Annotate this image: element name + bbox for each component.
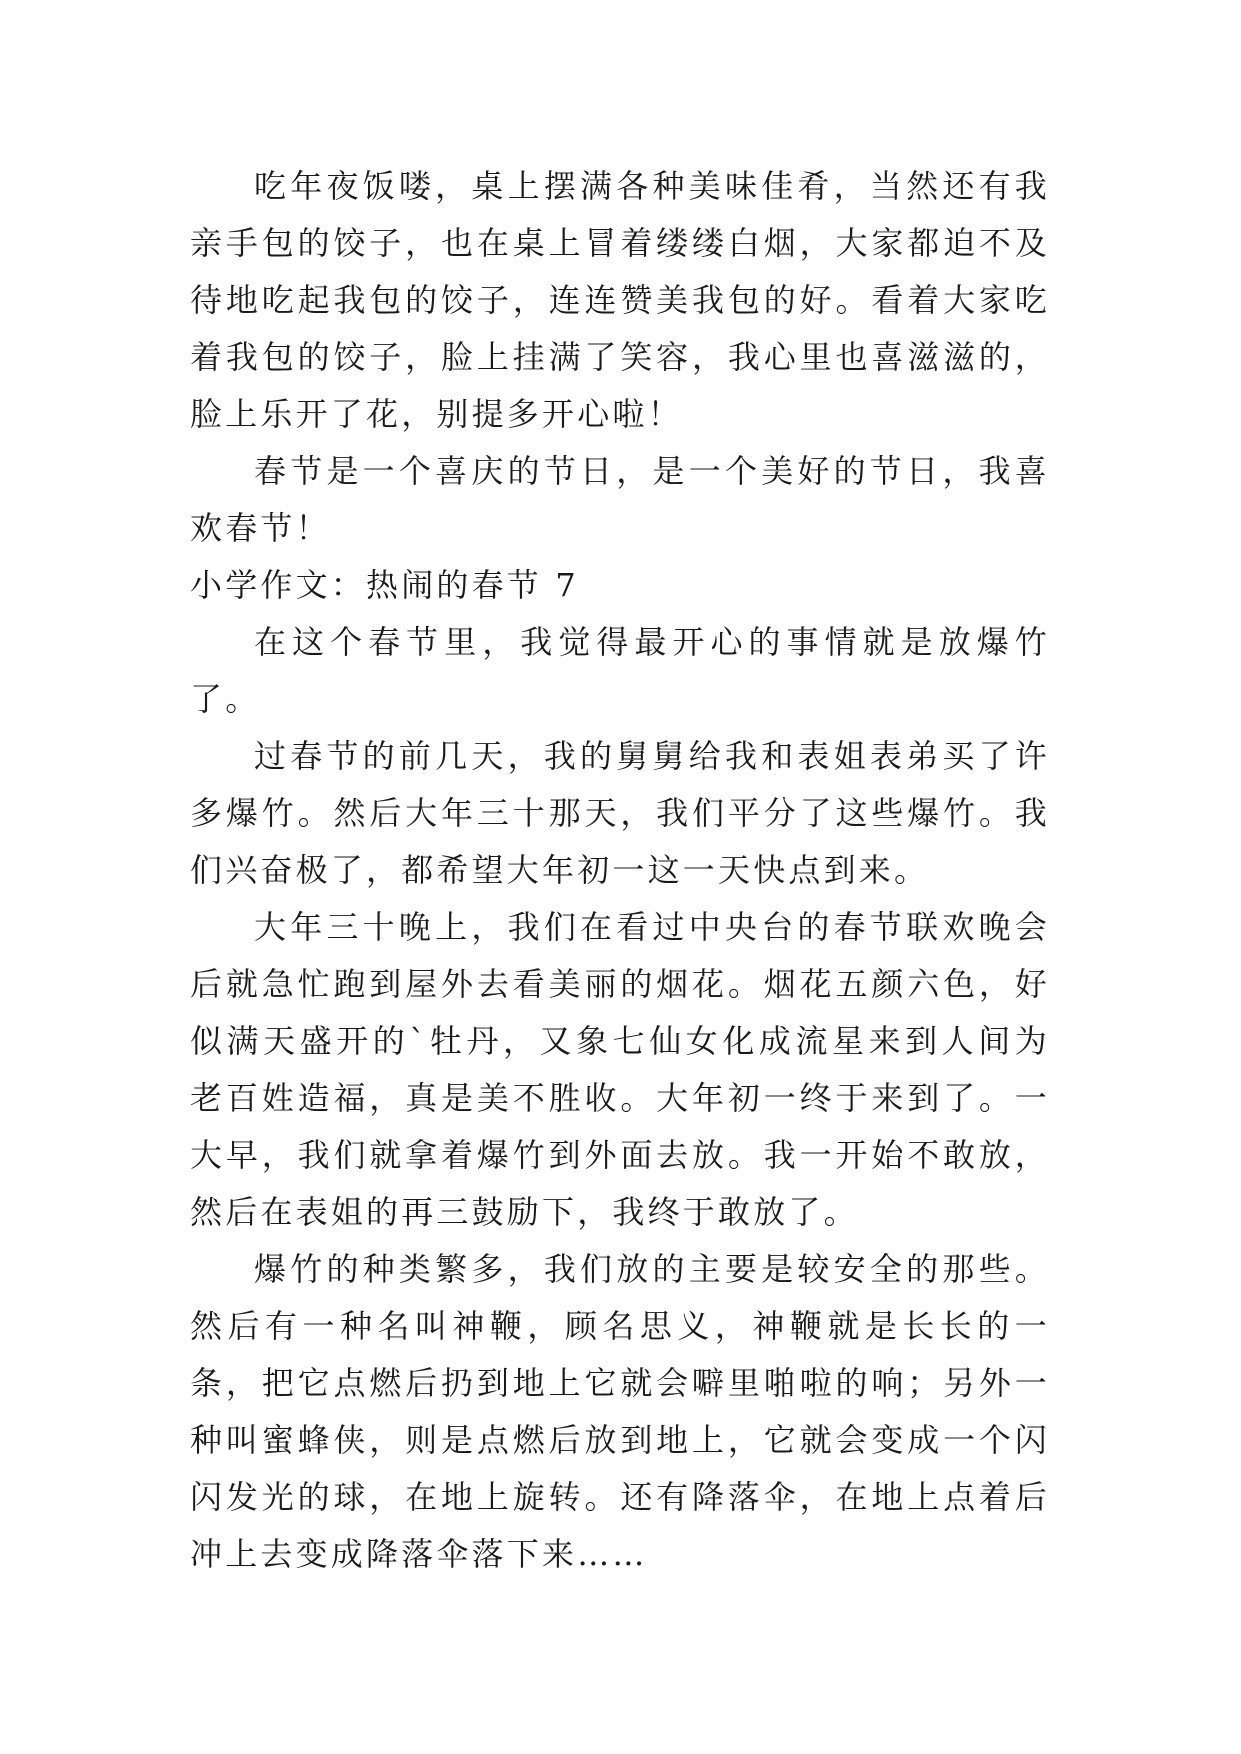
essay-title: 小学作文：热闹的春节 7 <box>190 566 579 604</box>
paragraph-uncle-bought-firecrackers: 过春节的前几天，我的舅舅给我和表姐表弟买了许多爆竹。然后大年三十那天，我们平分了这些爆竹。我们兴奋极了，都希望大年初一这一天快点到来。 <box>190 737 1050 889</box>
paragraph-spring-festival-closing: 春节是一个喜庆的节日，是一个美好的节日，我喜欢春节！ <box>190 452 1050 547</box>
paragraph-new-year-dinner: 吃年夜饭喽，桌上摆满各种美味佳肴，当然还有我亲手包的饺子，也在桌上冒着缕缕白烟，大家都迫不及待地吃起我包的饺子，连连赞美我包的好。看着大家吃着我包的饺子，脸上挂满了笑容，我心里也喜滋滋的，脸上乐开了花，别提多开心啦！ <box>190 167 1050 433</box>
paragraph-firecracker-types: 爆竹的种类繁多，我们放的主要是较安全的那些。然后有一种名叫神鞭，顾名思义，神鞭就是长长的一条，把它点燃后扔到地上它就会噼里啪啦的响；另外一种叫蜜蜂侠，则是点燃后放到地上，它就会变成一个闪闪发光的球，在地上旋转。还有降落伞，在地上点着后冲上去变成降落伞落下来…… <box>190 1250 1050 1573</box>
document-body <box>190 158 1050 1583</box>
paragraph-firecrackers-intro: 在这个春节里，我觉得最开心的事情就是放爆竹了。 <box>190 623 1050 718</box>
paragraph-new-years-eve-fireworks: 大年三十晚上，我们在看过中央台的春节联欢晚会后就急忙跑到屋外去看美丽的烟花。烟花五颜六色，好似满天盛开的`牡丹，又象七仙女化成流星来到人间为老百姓造福，真是美不胜收。大年初一终于来到了。一大早，我们就拿着爆竹到外面去放。我一开始不敢放，然后在表姐的再三鼓励下，我终于敢放了。 <box>190 908 1050 1231</box>
